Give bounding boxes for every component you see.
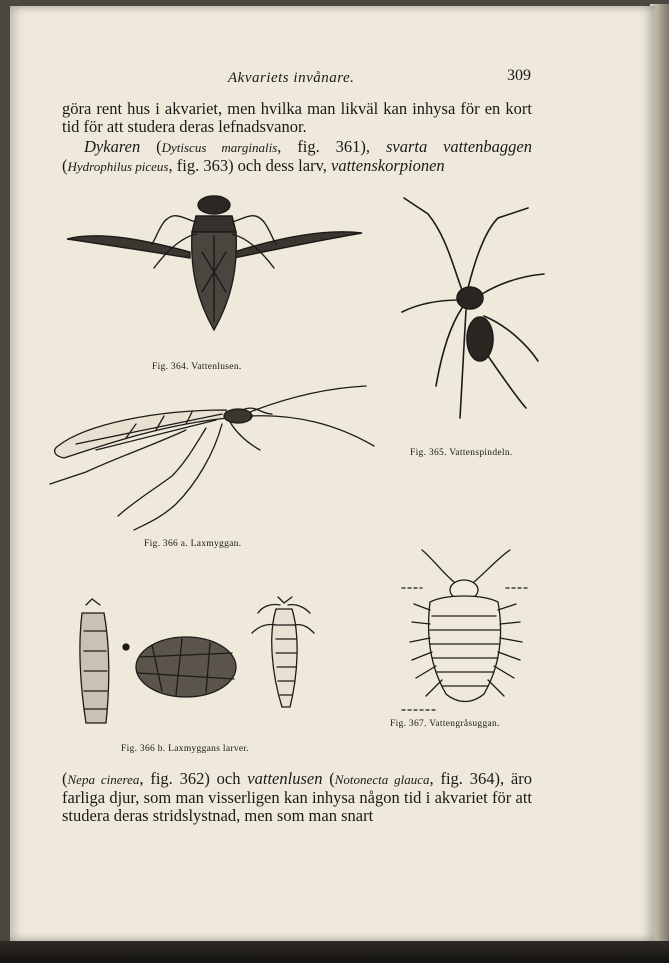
caption-fig364: Fig. 364. Vattenlusen. <box>152 362 242 372</box>
term-vattenskorpionen: vattenskorpionen <box>331 156 445 175</box>
page-number: 309 <box>507 67 531 84</box>
caption-fig367: Fig. 367. Vattengråsuggan. <box>390 719 500 729</box>
fig366a-illustration <box>46 384 376 534</box>
caption-fig366b: Fig. 366 b. Laxmyggans larver. <box>121 744 249 754</box>
fig367-illustration <box>402 546 534 712</box>
paragraph-3: (Nepa cinerea, fig. 362) och vattenlusen (Notonecta glauca, fig. 364), äro farliga djur, som man visserligen kan inhysa någon tid i akvariet för att studera deras stridslystnad, men som man snart <box>62 769 532 825</box>
paragraph-2: Dykaren (Dytiscus marginalis, fig. 361), svarta vattenbaggen (Hydrophilus piceus, fig. 363) och dess larv, vattenskorpionen <box>62 137 532 175</box>
fig364-illustration <box>62 192 367 352</box>
latin-nepa: Nepa cinerea <box>67 772 140 787</box>
book-bottom-edge <box>0 941 669 963</box>
latin-hydrophilus: Hydrophilus piceus <box>67 159 169 174</box>
fig365-illustration <box>398 196 548 421</box>
running-head: Akvariets invånare. <box>228 70 355 86</box>
caption-fig365: Fig. 365. Vattenspindeln. <box>410 448 513 458</box>
paragraph-1: göra rent hus i akvariet, men hvilka man likväl kan inhysa för en kort tid för att studera deras lefnadsvanor. <box>62 99 532 136</box>
caption-fig366a: Fig. 366 a. Laxmyggan. <box>144 539 242 549</box>
fig366b-illustration <box>72 595 317 730</box>
latin-dytiscus: Dytiscus marginalis <box>161 140 278 155</box>
term-vattenlusen: vattenlusen <box>247 769 323 788</box>
term-svarta-vattenbaggen: svarta vattenbaggen <box>385 137 532 156</box>
term-dykaren: Dykaren <box>84 137 141 156</box>
latin-notonecta: Notonecta glauca <box>334 772 430 787</box>
